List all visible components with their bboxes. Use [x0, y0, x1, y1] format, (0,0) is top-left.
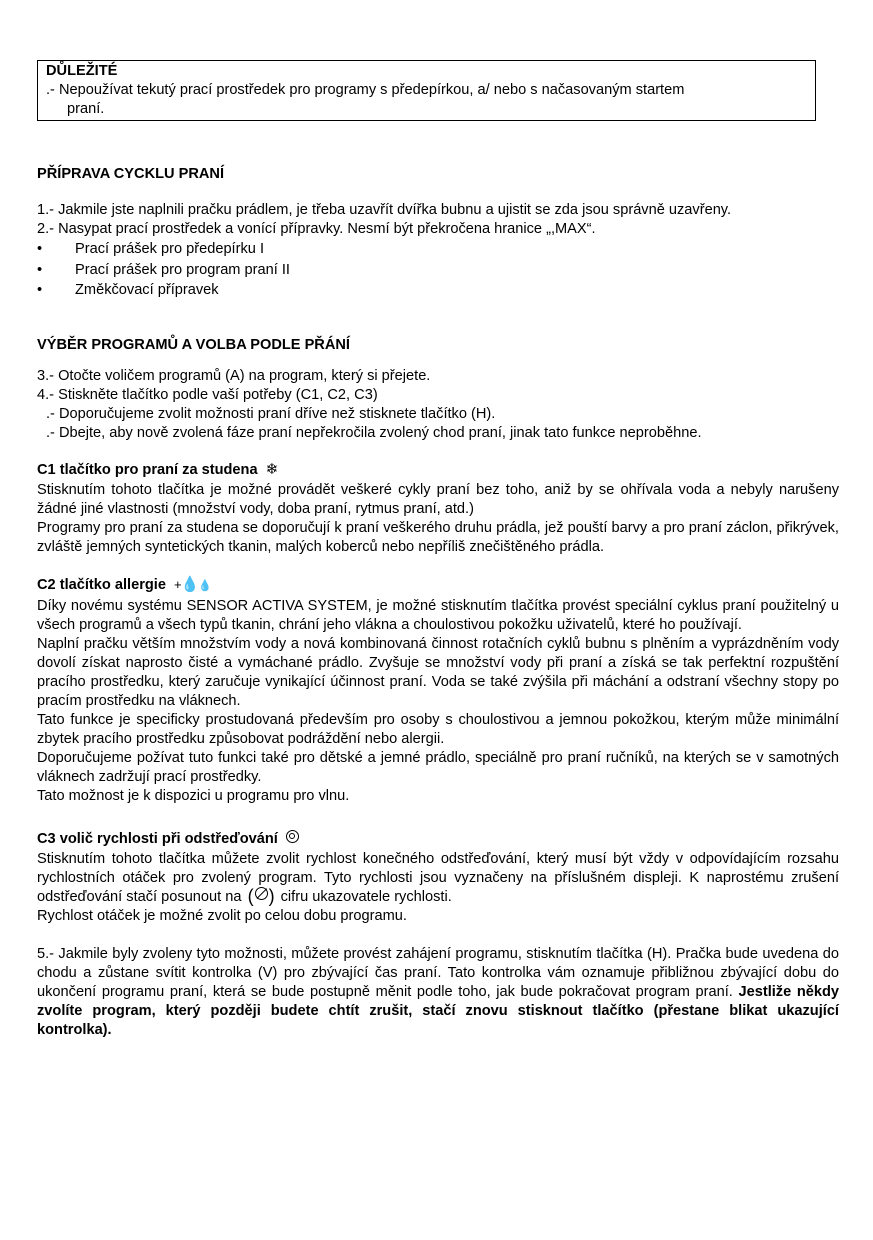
snowflake-icon: ❄: [265, 460, 279, 478]
c3-paragraph-1: [37, 850, 839, 907]
list-item: [37, 239, 839, 260]
bullet-text: Prací prášek pro program praní II: [75, 261, 290, 278]
important-text-cont: praní.: [67, 101, 105, 117]
c1-paragraph-1: Stisknutím tohoto tlačítka je možné provádět veškeré cykly praní bez toho, aniž by se ohřívala voda a nebyly narušeny žádné jiné vlastnosti (množství vody, doba praní, rytmus praní, atd.): [37, 481, 839, 517]
select-heading: VÝBĚR PROGRAMŮ A VOLBA PODLE PŘÁNÍ: [37, 336, 350, 353]
select-step-4: 4.- Stiskněte tlačítko podle vaší potřeby (C1, C2, C3): [37, 386, 378, 403]
c1-title: C1 tlačítko pro praní za studena: [37, 461, 258, 478]
bullet-icon: •: [37, 261, 43, 278]
c2-title: C2 tlačítko allergie: [37, 577, 166, 593]
select-step-3: 3.- Otočte voličem programů (A) na program, který si přejete.: [37, 367, 431, 384]
important-notice: [37, 60, 816, 121]
bullet-text: Změkčovací přípravek: [75, 282, 219, 298]
step-5-bold-text: Jestliže někdy zvolíte program, který později budete chtít zrušit, stačí znovu stisknout tlačítko (přestane blikat ukazující kontrolka).: [37, 983, 839, 1038]
c3-text: Stisknutím tohoto tlačítka můžete zvolit rychlost konečného odstřeďování, který musí být vždy v odpovídajícím rozsahu rychlostních otáček pro zvolený program. Tyto rychlosti jsou vyznačeny na příslušném displeji. K naprostému zrušení odstřeďování stačí posunout na: [37, 850, 839, 905]
c2-paragraph-5: Tato možnost je k dispozici u programu pro vlnu.: [37, 787, 350, 804]
c1-paragraph-2: Programy pro praní za studena se doporučují k praní veškerého druhu prádla, jež pouští barvy a pro praní záclon, přikrývek, zvláště jemných syntetických tkanin, malých koberců nebo nepříliš znečištěného prádla.: [37, 519, 839, 555]
no-spin-icon: ( ): [247, 885, 275, 906]
c3-title: C3 volič rychlosti při odstřeďování: [37, 830, 278, 847]
c2-heading: [37, 574, 839, 597]
c2-paragraph-1: Díky novému systému SENSOR ACTIVA SYSTEM, je možné stisknutím tlačítka provést speciální cyklus praní použitelný u všech programů a všech typů tkanin, chrání jeho vlákna a choulostivou pokožku uživatelů, které ho používají.: [37, 597, 839, 633]
c3-text-end: cifru ukazovatele rychlosti.: [280, 888, 452, 905]
step-5-text: 5.- Jakmile byly zvoleny tyto možnosti, můžete provést zahájení programu, stisknutím tlačítka (H). Pračka bude uvedena do chodu a zůstane svítit kontrolka (V) pro zbývající čas praní. Tato kontrolka vám oznamuje přibližnou zbývající dobu do ukončení programu praní, která se bude postupně měnit podle toho, jak bude pokračovat program praní.: [37, 945, 839, 1000]
prep-step-1: 1.- Jakmile jste naplnili pračku prádlem, je třeba uzavřít dvířka bubnu a ujistit se zda jsou správně uzavřeny.: [37, 202, 732, 218]
bullet-icon: •: [37, 282, 43, 298]
c2-paragraph-3: Tato funkce je specificky prostudovaná především pro osoby s choulostivou a jemnou pokožkou, kterým může minimální zbytek pracího prostředku způsobovat podráždění nebo alergii.: [37, 711, 839, 747]
select-note-1: .- Doporučujeme zvolit možnosti praní dříve než stisknete tlačítko (H).: [46, 405, 496, 422]
manual-page: [37, 60, 839, 1040]
water-drops-plus-icon: +💧💧: [173, 575, 211, 593]
important-title: DŮLEŽITÉ: [46, 63, 118, 79]
step-5-paragraph: [37, 945, 839, 1040]
list-item: [37, 260, 839, 281]
bullet-text: Prací prášek pro předepírku I: [75, 241, 264, 257]
c1-heading: [37, 459, 839, 481]
c2-paragraph-4: Doporučujeme požívat tuto funkci také pro dětské a jemné prádlo, speciálně pro praní ručníků, na kterých se v samotných vláknech zadržují prací prostředky.: [37, 749, 839, 785]
select-note-2: .- Dbejte, aby nově zvolená fáze praní nepřekročila zvolený chod praní, jinak tato funkce neproběhne.: [46, 424, 702, 441]
prep-heading: PŘÍPRAVA CYCKLU PRANÍ: [37, 166, 225, 182]
prep-step-2: 2.- Nasypat prací prostředek a vonící přípravky. Nesmí být překročena hranice „,MAX“.: [37, 221, 596, 237]
important-text: .- Nepoužívat tekutý prací prostředek pro programy s předepírkou, a/ nebo s načasovaným startem: [46, 82, 685, 98]
spin-icon: [286, 828, 299, 850]
c3-heading: [37, 828, 839, 850]
c3-paragraph-2: Rychlost otáček je možné zvolit po celou dobu programu.: [37, 907, 407, 924]
list-item: [37, 280, 839, 301]
bullet-icon: •: [37, 241, 43, 257]
c2-paragraph-2: Naplní pračku větším množstvím vody a nová kombinovaná činnost rotačních cyklů bubnu s plněním a vyprázdněním vody dovolí získat naprosto čisté a vymáchané prádlo. Zvyšuje se množství vody při praní a získá se tak perfektní rozpuštění pracího prostředku, který zaručuje vynikající účinnost praní. Voda se také zvýšila při máchání a odstraní všechny stopy po pracím prostředku na vláknech.: [37, 635, 839, 709]
